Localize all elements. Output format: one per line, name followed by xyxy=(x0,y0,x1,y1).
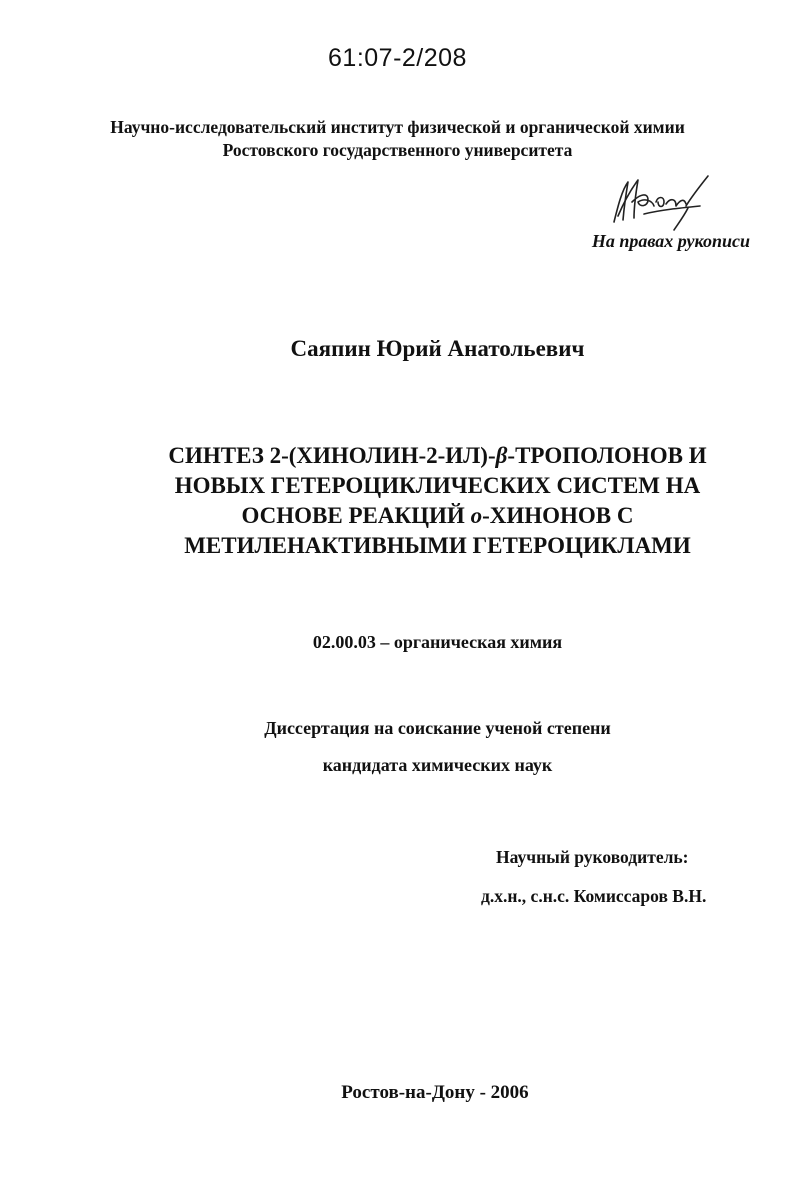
specialty-code: 02.00.03 – органическая химия xyxy=(312,632,563,652)
title-line-2: НОВЫХ ГЕТЕРОЦИКЛИЧЕСКИХ СИСТЕМ НА xyxy=(174,473,701,498)
author-name: Саяпин Юрий Анатольевич xyxy=(290,336,585,361)
degree-line-2: кандидата химических наук xyxy=(322,755,553,775)
title-line-1: СИНТЕЗ 2-(ХИНОЛИН-2-ИЛ)-β-ТРОПОЛОНОВ И xyxy=(168,443,707,468)
manuscript-note: На правах рукописи xyxy=(591,231,750,251)
handwritten-signature-icon xyxy=(604,172,714,234)
degree-line-1: Диссертация на соискание ученой степени xyxy=(264,718,611,738)
city-year: Ростов-на-Дону - 2006 xyxy=(341,1082,529,1103)
title-line-3: ОСНОВЕ РЕАКЦИЙ о-ХИНОНОВ С xyxy=(241,503,634,528)
institute-block xyxy=(0,116,795,162)
dissertation-title xyxy=(80,441,795,561)
institute-line-1: Научно-исследовательский институт физической и органической химии xyxy=(110,117,685,137)
title-line-4: МЕТИЛЕНАКТИВНЫМИ ГЕТЕРОЦИКЛАМИ xyxy=(184,533,691,558)
supervisor-label: Научный руководитель: xyxy=(496,847,689,867)
degree-statement xyxy=(0,710,795,784)
institute-line-2: Ростовского государственного университета xyxy=(222,140,573,160)
supervisor-name: д.х.н., с.н.с. Комиссаров В.Н. xyxy=(481,886,707,906)
catalog-code: 61:07-2/208 xyxy=(328,44,467,72)
